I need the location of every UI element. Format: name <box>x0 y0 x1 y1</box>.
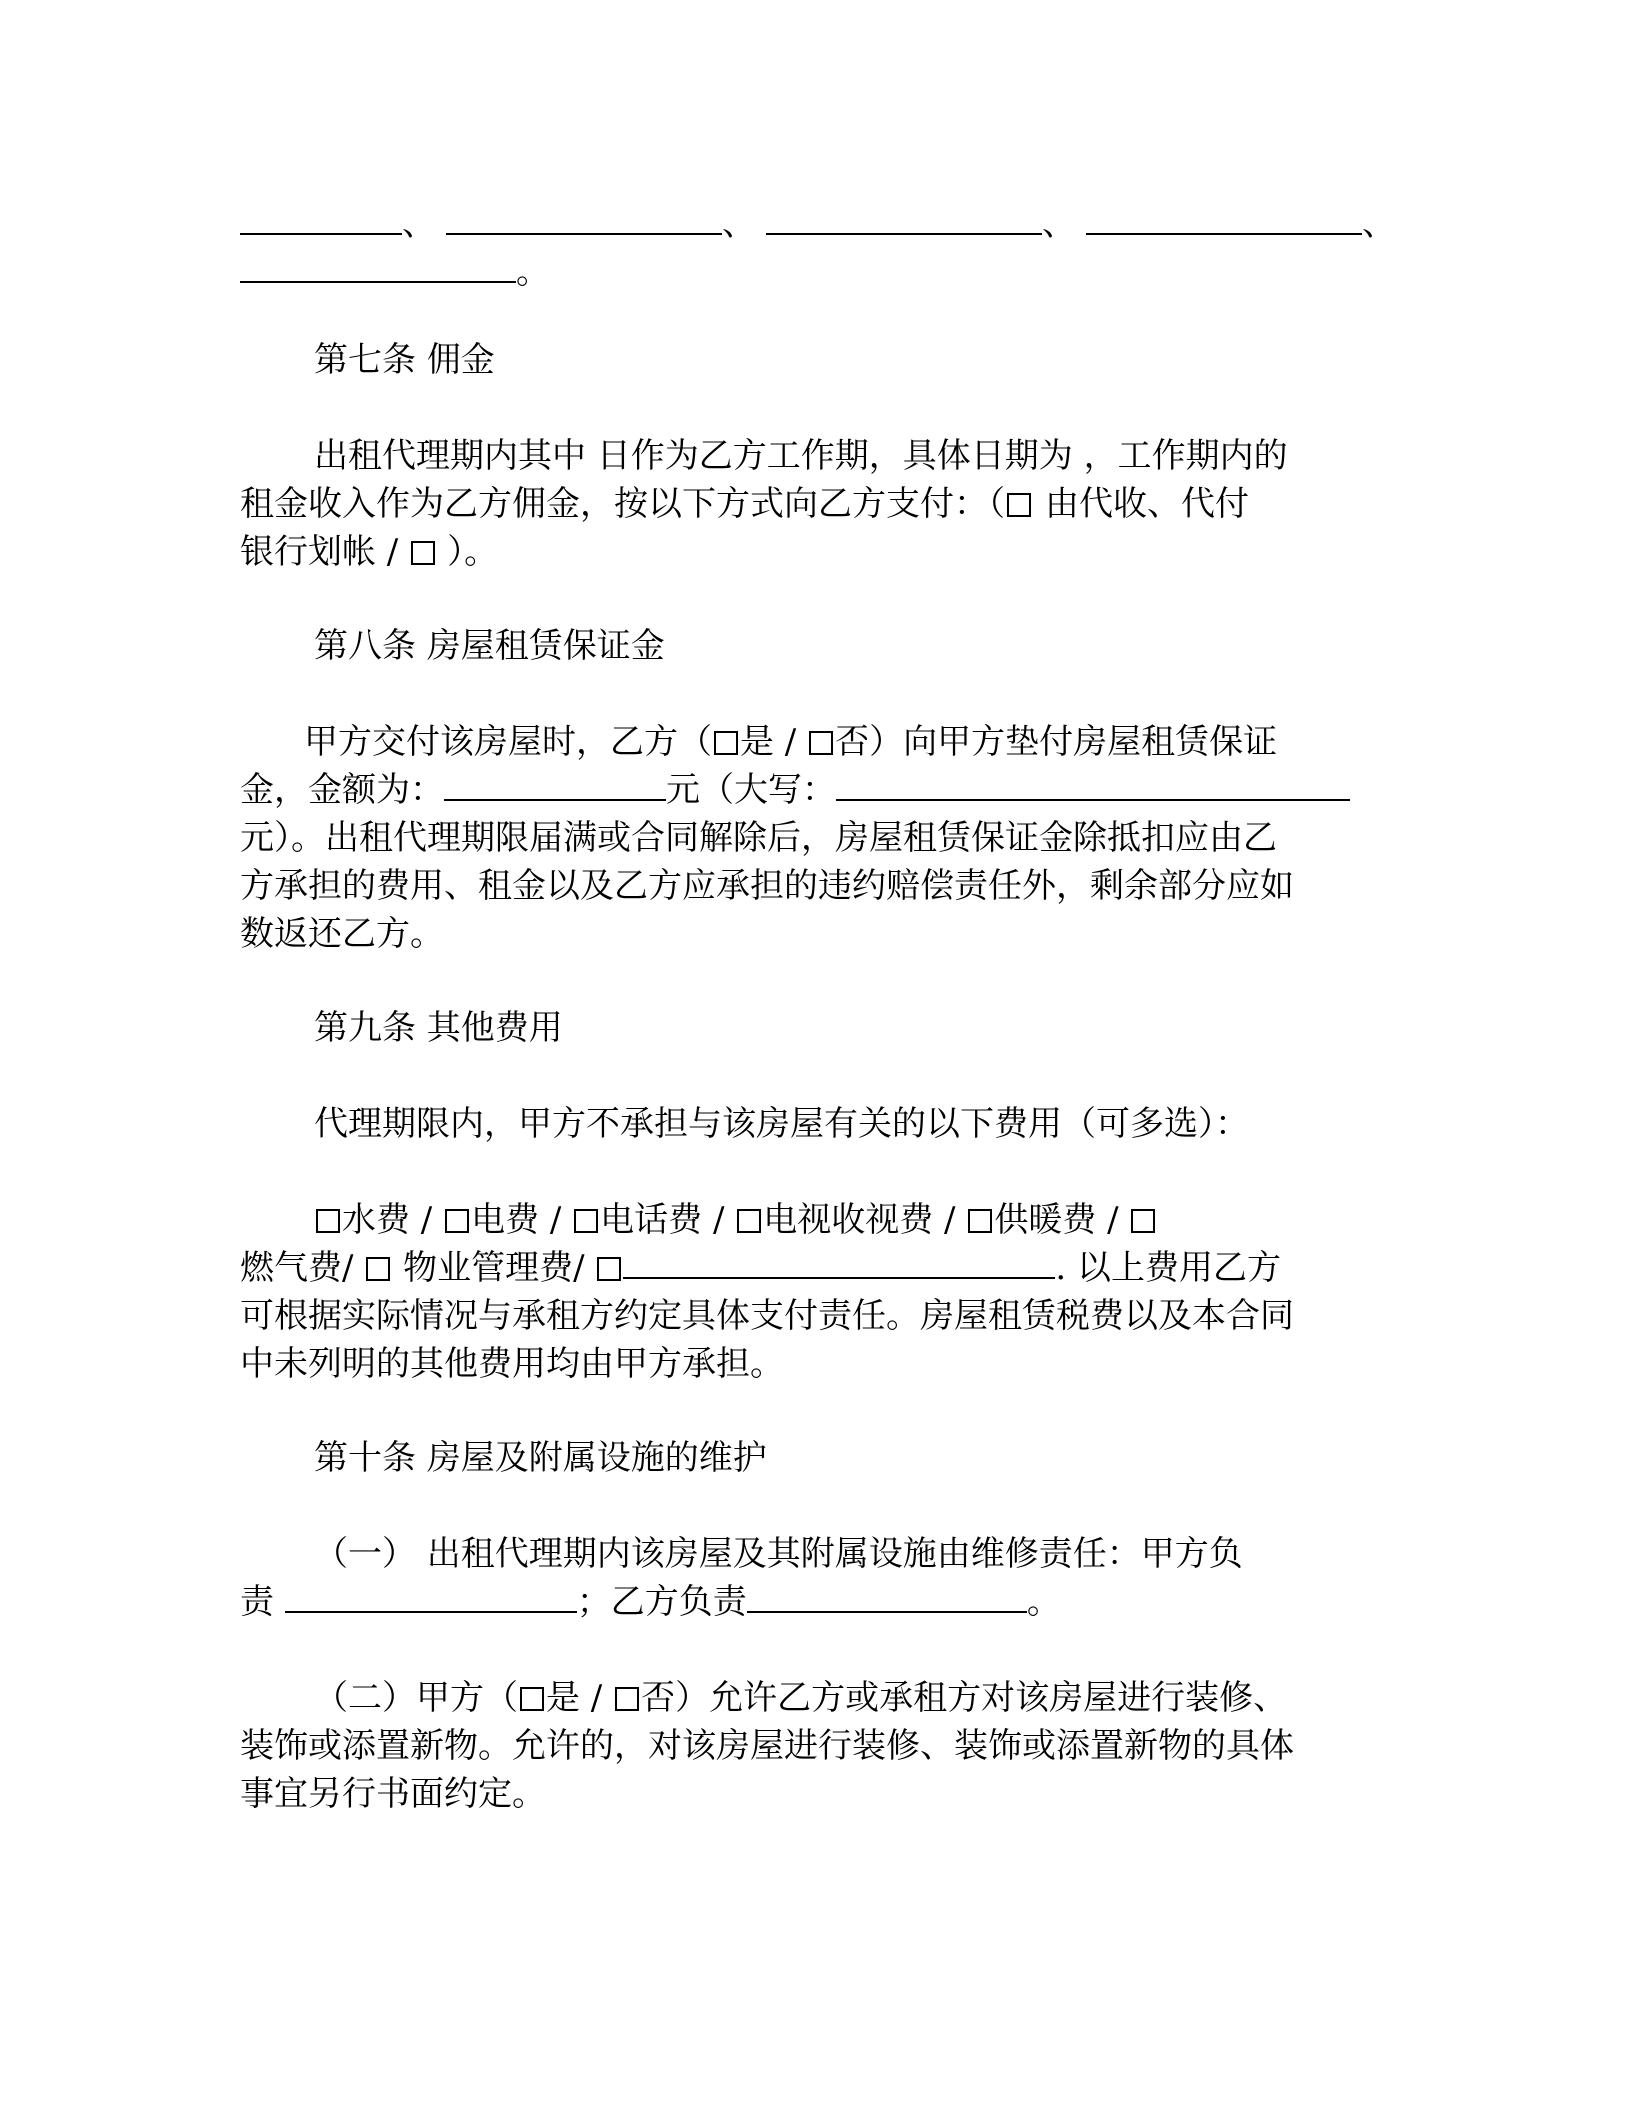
text: 由代收、代付 <box>1045 484 1249 524</box>
article-7-line-2 <box>240 480 1249 528</box>
punct: 。 <box>1026 1582 1061 1622</box>
text: 否）向甲方垫付房屋租赁保证 <box>835 722 1278 762</box>
text: 是 / <box>546 1678 614 1718</box>
other-fee-blank <box>623 1247 1055 1279</box>
article-7-heading: 第七条 佣金 <box>314 340 495 380</box>
article-8-line-2 <box>240 766 1350 814</box>
blank-field <box>446 203 722 235</box>
blank-field <box>240 203 402 235</box>
checkbox-yes[interactable] <box>520 1687 544 1711</box>
checkbox-water[interactable] <box>316 1209 340 1233</box>
article-7-line-3 <box>240 528 498 576</box>
text: ）。 <box>447 532 499 572</box>
article-10-p1-line-2 <box>240 1578 1061 1626</box>
punct: 、 <box>722 204 756 244</box>
checkbox[interactable] <box>411 541 435 565</box>
article-9-fees-line-2 <box>240 1244 1281 1292</box>
party-b-blank <box>747 1581 1027 1613</box>
checkbox-heating[interactable] <box>968 1209 992 1233</box>
text: （二）甲方（ <box>314 1678 518 1718</box>
blank-list-line-2 <box>240 248 550 296</box>
article-10-p2-line-3: 事宜另行书面约定。 <box>240 1774 546 1814</box>
punct: 、 <box>1362 204 1396 244</box>
text: 水费 / <box>342 1200 444 1240</box>
blank-list-line-1 <box>240 200 1396 248</box>
article-10-p2-line-1 <box>314 1674 1287 1722</box>
punct: 。 <box>516 252 550 292</box>
text: 甲方交付该房屋时，乙方（ <box>304 722 712 762</box>
article-8-line-1 <box>304 718 1277 766</box>
checkbox-yes[interactable] <box>714 731 738 755</box>
blank-field <box>240 251 516 283</box>
amount-blank <box>444 769 666 801</box>
article-10-p1-line-1: （一） 出租代理期内该房屋及其附属设施由维修责任：甲方负 <box>314 1534 1243 1574</box>
checkbox-no[interactable] <box>809 731 833 755</box>
text: 供暖费 / <box>994 1200 1130 1240</box>
article-8-line-3: 元）。出租代理期限届满或合同解除后，房屋租赁保证金除抵扣应由乙 <box>240 818 1277 858</box>
text: 燃气费/ <box>240 1248 365 1288</box>
punct: 、 <box>402 204 436 244</box>
article-9-heading: 第九条 其他费用 <box>314 1008 563 1048</box>
punct: 、 <box>1042 204 1076 244</box>
text: 否）允许乙方或承租方对该房屋进行装修、 <box>641 1678 1288 1718</box>
text: 银行划帐 / <box>240 532 410 572</box>
text: 电费 / <box>471 1200 573 1240</box>
article-8-line-5: 数返还乙方。 <box>240 914 444 954</box>
article-9-line-3: 可根据实际情况与承租方约定具体支付责任。房屋租赁税费以及本合同 <box>240 1296 1294 1336</box>
text: 责 <box>240 1582 285 1622</box>
text: 元（大写： <box>666 770 836 810</box>
text: 电话费 / <box>600 1200 736 1240</box>
text: . 以上费用乙方 <box>1055 1248 1281 1288</box>
checkbox-phone[interactable] <box>574 1209 598 1233</box>
blank-field <box>766 203 1042 235</box>
blank-field <box>1086 203 1362 235</box>
checkbox-gas[interactable] <box>1131 1209 1155 1233</box>
text: 物业管理费/ <box>392 1248 596 1288</box>
text: 租金收入作为乙方佣金，按以下方式向乙方支付：（ <box>240 484 1005 524</box>
checkbox-electricity[interactable] <box>445 1209 469 1233</box>
article-9-line-4: 中未列明的其他费用均由甲方承担。 <box>240 1344 784 1384</box>
amount-words-blank <box>836 769 1350 801</box>
checkbox-tv[interactable] <box>737 1209 761 1233</box>
article-10-heading: 第十条 房屋及附属设施的维护 <box>314 1438 767 1478</box>
checkbox-no[interactable] <box>615 1687 639 1711</box>
article-8-line-4: 方承担的费用、租金以及乙方应承担的违约赔偿责任外，剩余部分应如 <box>240 866 1294 906</box>
article-8-heading: 第八条 房屋租赁保证金 <box>314 626 665 666</box>
checkbox-other[interactable] <box>597 1257 621 1281</box>
text: 电视收视费 / <box>763 1200 967 1240</box>
text: ；乙方负责 <box>576 1582 747 1622</box>
article-9-fees-line-1 <box>314 1196 1157 1244</box>
text: 金，金额为： <box>240 770 444 810</box>
party-a-blank <box>285 1581 577 1613</box>
text: 是 / <box>740 722 808 762</box>
checkbox[interactable] <box>1007 493 1031 517</box>
article-10-p2-line-2: 装饰或添置新物。允许的，对该房屋进行装修、装饰或添置新物的具体 <box>240 1726 1294 1766</box>
article-7-line-1: 出租代理期内其中 日作为乙方工作期，具体日期为 ，工作期内的 <box>314 436 1288 476</box>
article-9-intro: 代理期限内，甲方不承担与该房屋有关的以下费用（可多选）： <box>314 1104 1249 1144</box>
checkbox-property[interactable] <box>366 1257 390 1281</box>
